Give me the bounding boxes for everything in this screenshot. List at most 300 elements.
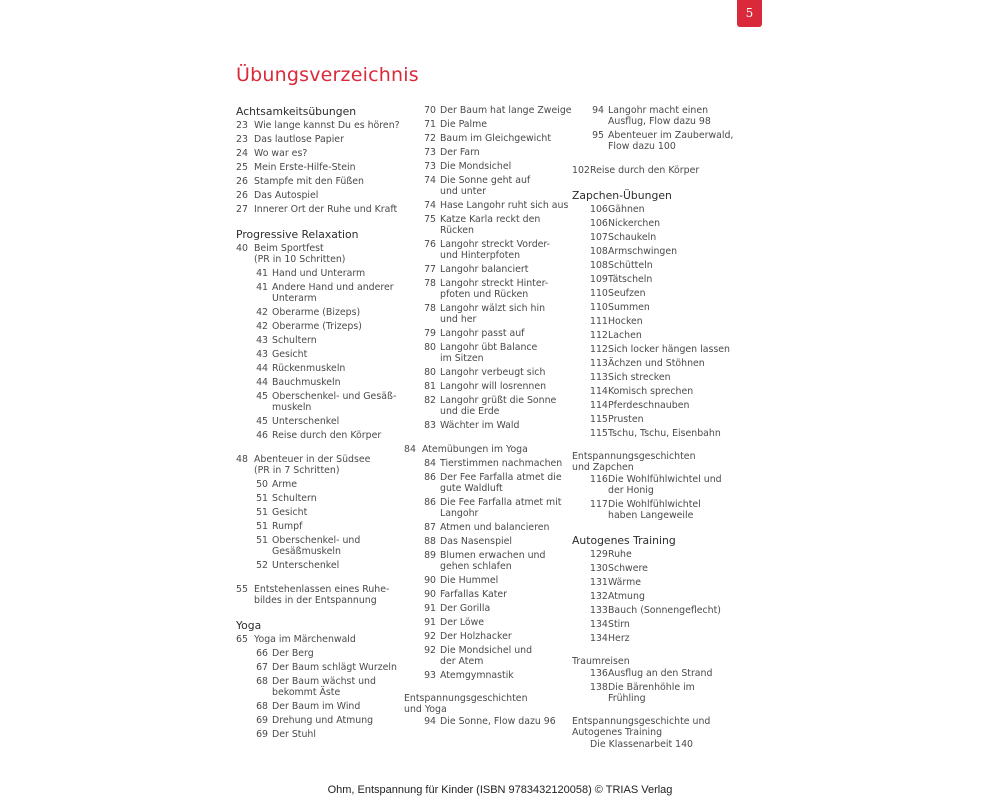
toc-page-number: 50 (256, 479, 268, 490)
toc-page-number: 82 (424, 395, 436, 406)
toc-entry-title: Ruhe (608, 549, 632, 560)
toc-entry (404, 132, 569, 146)
toc-page-number: 40 (236, 243, 248, 254)
toc-page-number: 107 (590, 232, 608, 243)
toc-entry-title: Die Bärenhöhle im Frühling (608, 682, 695, 704)
toc-entry-title: Wo war es? (254, 148, 308, 159)
toc-entry (404, 457, 569, 471)
toc-entry-title: Der Gorilla (440, 603, 491, 614)
toc-entry (572, 371, 742, 385)
section-subheading: Entspannungsgeschichte und Autogenes Training (572, 716, 711, 738)
toc-entry-title: Schaukeln (608, 232, 657, 243)
toc-entry (572, 329, 742, 343)
toc-entry-title: Der Stuhl (272, 729, 316, 740)
toc-entry (572, 231, 742, 245)
toc-entry (236, 429, 406, 443)
toc-entry-title: Atmung (608, 591, 645, 602)
toc-entry-title: Die Sonne geht auf und unter (440, 175, 531, 197)
toc-entry (404, 263, 569, 277)
toc-page-number: 113 (590, 372, 608, 383)
toc-entry-title: Die Fee Farfalla atmet mit Langohr (440, 497, 562, 519)
toc-entry (572, 164, 742, 178)
toc-entry-title: Oberarme (Trizeps) (272, 321, 362, 332)
toc-page-number: 78 (424, 278, 436, 289)
toc-entry (236, 633, 406, 647)
toc-entry (572, 245, 742, 259)
toc-entry-title: Baum im Gleichgewicht (440, 133, 552, 144)
toc-page-number: 108 (590, 246, 608, 257)
toc-entry-title: Nickerchen (608, 218, 661, 229)
toc-entry-title: Atemgymnastik (440, 670, 514, 681)
toc-page-number: 80 (424, 342, 436, 353)
toc-entry-title: Oberschenkel- und Gesäß- muskeln (272, 391, 397, 413)
toc-entry (572, 576, 742, 590)
page-number: 5 (737, 0, 762, 27)
toc-page-number: 110 (590, 288, 608, 299)
toc-entry-title: Langohr balanciert (440, 264, 529, 275)
toc-entry (404, 669, 569, 683)
toc-entry-title: Wärme (608, 577, 642, 588)
toc-entry (572, 632, 742, 646)
section-heading: Achtsamkeitsübungen (236, 105, 357, 118)
toc-entry-title: Der Baum wächst und bekommt Äste (272, 676, 376, 698)
toc-entry-title: Tierstimmen nachmachen (440, 458, 563, 469)
toc-entry-title: Die Palme (440, 119, 488, 130)
toc-page-number: 75 (424, 214, 436, 225)
toc-entry (404, 535, 569, 549)
toc-page-number: 91 (424, 617, 436, 628)
toc-page-number: 94 (592, 105, 604, 116)
toc-entry (572, 104, 742, 129)
toc-page-number: 24 (236, 148, 248, 159)
toc-page-number: 25 (236, 162, 248, 173)
toc-entry-title: Der Fee Farfalla atmet die gute Waldluft (440, 472, 562, 494)
toc-entry-title: Blumen erwachen und gehen schlafen (440, 550, 546, 572)
toc-entry-title: Beim Sportfest (PR in 10 Schritten) (254, 243, 346, 265)
toc-entry (236, 647, 406, 661)
toc-page-number: 41 (256, 268, 268, 279)
toc-entry-title: Andere Hand und anderer Unterarm (272, 282, 394, 304)
toc-entry-title: Der Baum hat lange Zweige (440, 105, 572, 116)
toc-page-number: 51 (256, 507, 268, 518)
toc-entry-title: Mein Erste-Hilfe-Stein (254, 162, 356, 173)
toc-entry (404, 644, 569, 669)
toc-entry-title: Hand und Unterarm (272, 268, 366, 279)
toc-page-number: 67 (256, 662, 268, 673)
toc-entry (572, 562, 742, 576)
toc-entry (404, 574, 569, 588)
toc-page-number: 91 (424, 603, 436, 614)
toc-page-number: 44 (256, 377, 268, 388)
toc-entry (404, 588, 569, 602)
toc-page-number: 84 (424, 458, 436, 469)
toc-entry-title: Yoga im Märchenwald (254, 634, 356, 645)
toc-entry (404, 341, 569, 366)
toc-entry-title: Hase Langohr ruht sich aus (440, 200, 569, 211)
toc-entry-title: Tschu, Tschu, Eisenbahn (608, 428, 721, 439)
toc-entry (236, 728, 406, 742)
toc-entry (236, 583, 406, 608)
toc-page-number: 93 (424, 670, 436, 681)
toc-page-number: 110 (590, 302, 608, 313)
toc-entry-title: Reise durch den Körper (272, 430, 382, 441)
toc-entry (236, 189, 406, 203)
toc-page-number: 113 (590, 358, 608, 369)
toc-entry-title: Bauch (Sonnengeflecht) (608, 605, 721, 616)
toc-entry-title: Hocken (608, 316, 643, 327)
toc-entry (404, 496, 569, 521)
footer-copyright: Ohm, Entspannung für Kinder (ISBN 9783432120058) © TRIAS Verlag (327, 784, 673, 796)
toc-page-number: 111 (590, 316, 608, 327)
toc-page-number: 27 (236, 204, 248, 215)
toc-entry-title: Drehung und Atmung (272, 715, 374, 726)
toc-entry (236, 334, 406, 348)
toc-page-number: 68 (256, 701, 268, 712)
toc-entry-title: Gähnen (608, 204, 645, 215)
toc-entry (236, 478, 406, 492)
toc-page-number: 43 (256, 335, 268, 346)
toc-page-number: 71 (424, 119, 436, 130)
toc-page-number: 130 (590, 563, 608, 574)
toc-entry-title: Langohr wälzt sich hin und her (440, 303, 546, 325)
toc-entry-title: Unterschenkel (272, 560, 340, 571)
toc-column-1 (236, 104, 406, 742)
toc-page-number: 92 (424, 631, 436, 642)
toc-entry (404, 118, 569, 132)
toc-page-number: 73 (424, 147, 436, 158)
toc-entry (404, 302, 569, 327)
toc-entry-title: Herz (608, 633, 630, 644)
toc-entry (404, 521, 569, 535)
toc-entry-title: Das lautlose Papier (254, 134, 344, 145)
toc-page-number: 88 (424, 536, 436, 547)
toc-page-number: 115 (590, 428, 608, 439)
toc-entry-title: Farfallas Kater (440, 589, 508, 600)
toc-entry-title: Innerer Ort der Ruhe und Kraft (254, 204, 398, 215)
section-subheading: Entspannungsgeschichten und Yoga (404, 693, 528, 715)
toc-page-number: 69 (256, 729, 268, 740)
toc-entry-title: Die Hummel (440, 575, 499, 586)
toc-entry (236, 306, 406, 320)
toc-entry (236, 559, 406, 573)
toc-entry (236, 534, 406, 559)
toc-page-number: 43 (256, 349, 268, 360)
toc-entry (404, 146, 569, 160)
toc-page-number: 95 (592, 130, 604, 141)
toc-page-number: 89 (424, 550, 436, 561)
toc-entry-title: Abenteuer in der Südsee (PR in 7 Schritten) (254, 454, 371, 476)
toc-entry-title: Langohr macht einen Ausflug, Flow dazu 98 (608, 105, 711, 127)
toc-entry-title: Die Wohlfühlwichtel haben Langeweile (608, 499, 701, 521)
toc-page-number: 51 (256, 521, 268, 532)
toc-page-number: 45 (256, 391, 268, 402)
toc-page-number: 74 (424, 175, 436, 186)
toc-entry-title: Der Baum im Wind (272, 701, 361, 712)
toc-entry (572, 203, 742, 217)
toc-page-number: 41 (256, 282, 268, 293)
toc-entry-title: Rumpf (272, 521, 303, 532)
toc-entry (572, 681, 742, 706)
section-subheading: Entspannungsgeschichten und Zapchen (572, 451, 696, 473)
toc-entry-title: Atmen und balancieren (440, 522, 550, 533)
toc-entry (572, 399, 742, 413)
toc-entry (572, 618, 742, 632)
toc-entry-title: Pferdeschnauben (608, 400, 690, 411)
toc-page-number: 44 (256, 363, 268, 374)
toc-entry-title: Langohr streckt Vorder- und Hinterpfoten (440, 239, 551, 261)
toc-entry (572, 385, 742, 399)
toc-page-number: 23 (236, 134, 248, 145)
toc-page-number: 73 (424, 161, 436, 172)
toc-page-number: 131 (590, 577, 608, 588)
toc-entry-title: Oberschenkel- und Gesäßmuskeln (272, 535, 361, 557)
toc-entry (404, 443, 569, 457)
toc-page-number: 136 (590, 668, 608, 679)
toc-page-number: 90 (424, 575, 436, 586)
section-heading: Zapchen-Übungen (572, 189, 672, 202)
toc-column-2 (404, 104, 572, 729)
toc-page-number: 23 (236, 120, 248, 131)
toc-entry (236, 506, 406, 520)
toc-entry (572, 287, 742, 301)
toc-entry (236, 147, 406, 161)
toc-entry-title: Stampfe mit den Füßen (254, 176, 364, 187)
toc-entry-title: Seufzen (608, 288, 646, 299)
toc-entry-title: Langohr passt auf (440, 328, 525, 339)
toc-entry-title: Katze Karla reckt den Rücken (440, 214, 541, 236)
toc-entry (236, 320, 406, 334)
toc-entry (236, 362, 406, 376)
toc-entry (404, 160, 569, 174)
toc-entry-title: Reise durch den Körper (590, 165, 700, 176)
toc-entry-title: Die Wohlfühlwichtel und der Honig (608, 474, 722, 496)
toc-entry (404, 471, 569, 496)
toc-entry (236, 203, 406, 217)
toc-entry (236, 415, 406, 429)
toc-page-number: 138 (590, 682, 608, 693)
toc-page-number: 134 (590, 633, 608, 644)
toc-page-number: 42 (256, 321, 268, 332)
toc-page-number: 83 (424, 420, 436, 431)
toc-page-number: 117 (590, 499, 608, 510)
toc-page-number: 86 (424, 472, 436, 483)
toc-entry (236, 520, 406, 534)
toc-page-number: 129 (590, 549, 608, 560)
toc-page-number: 80 (424, 367, 436, 378)
toc-page-number: 106 (590, 204, 608, 215)
toc-entry (404, 104, 572, 118)
toc-entry (572, 548, 742, 562)
toc-page-number: 108 (590, 260, 608, 271)
toc-page-number: 79 (424, 328, 436, 339)
toc-entry (572, 473, 742, 498)
toc-entry-title: Schultern (272, 335, 317, 346)
toc-entry (572, 259, 742, 273)
toc-entry (572, 315, 742, 329)
toc-page-number: 116 (590, 474, 608, 485)
toc-entry (572, 427, 742, 441)
toc-entry-title: Oberarme (Bizeps) (272, 307, 361, 318)
toc-entry (236, 133, 406, 147)
toc-entry-title: Die Sonne, Flow dazu 96 (440, 716, 556, 727)
toc-entry (236, 281, 406, 306)
toc-page-number: 109 (590, 274, 608, 285)
toc-entry-title: Sich strecken (608, 372, 671, 383)
toc-entry (404, 199, 569, 213)
toc-entry (572, 273, 742, 287)
toc-page-number: 74 (424, 200, 436, 211)
toc-page-number: 92 (424, 645, 436, 656)
toc-entry-title: Armschwingen (608, 246, 678, 257)
toc-page-number: 42 (256, 307, 268, 318)
toc-page-number: 51 (256, 535, 268, 546)
toc-entry-title: Wächter im Wald (440, 420, 520, 431)
toc-entry-title: Prusten (608, 414, 644, 425)
section-subheading: Traumreisen (572, 656, 630, 667)
toc-entry (404, 394, 569, 419)
section-heading: Progressive Relaxation (236, 228, 359, 241)
section-heading: Yoga (236, 619, 262, 632)
toc-entry (572, 343, 742, 357)
toc-page-number: 102 (572, 165, 590, 176)
toc-entry-title: Komisch sprechen (608, 386, 694, 397)
toc-entry-title: Wie lange kannst Du es hören? (254, 120, 400, 131)
toc-entry-title: Langohr grüßt die Sonne und die Erde (440, 395, 557, 417)
toc-entry (404, 277, 569, 302)
toc-entry (572, 667, 742, 681)
toc-page-number: 86 (424, 497, 436, 508)
toc-entry-title: Der Holzhacker (440, 631, 512, 642)
toc-entry (236, 242, 406, 267)
toc-entry-title: Der Löwe (440, 617, 485, 628)
toc-page-number: 48 (236, 454, 248, 465)
toc-page-number: 55 (236, 584, 248, 595)
toc-entry (404, 549, 569, 574)
toc-page-number: 51 (256, 493, 268, 504)
toc-page-number: 45 (256, 416, 268, 427)
toc-entry (572, 357, 742, 371)
toc-entry (236, 348, 406, 362)
toc-entry (236, 700, 406, 714)
toc-entry-title: Ausflug an den Strand (608, 668, 713, 679)
toc-entry (572, 301, 742, 315)
toc-entry (236, 453, 406, 478)
toc-page-number: 94 (424, 716, 436, 727)
toc-entry-title: Bauchmuskeln (272, 377, 341, 388)
toc-page-number: 114 (590, 400, 608, 411)
toc-entry-title: Entstehenlassen eines Ruhe- bildes in der Entspannung (254, 584, 390, 606)
toc-entry (236, 661, 406, 675)
toc-entry-title: Abenteuer im Zauberwald, Flow dazu 100 (608, 130, 734, 152)
toc-page-number: 66 (256, 648, 268, 659)
toc-page-number: 112 (590, 344, 608, 355)
page-title: Übungsverzeichnis (236, 64, 419, 86)
toc-page-number: 115 (590, 414, 608, 425)
toc-page-number: 114 (590, 386, 608, 397)
toc-page-number: 72 (424, 133, 436, 144)
toc-page-number: 134 (590, 619, 608, 630)
toc-entry-title: Unterschenkel (272, 416, 340, 427)
toc-entry (572, 590, 742, 604)
toc-entry (572, 498, 742, 523)
toc-entry-title: Der Farn (440, 147, 480, 158)
toc-page-number: 26 (236, 176, 248, 187)
toc-entry (404, 419, 569, 433)
toc-page-number: 68 (256, 676, 268, 687)
toc-entry (404, 715, 569, 729)
toc-page-number: 84 (404, 444, 416, 455)
toc-page-number: 26 (236, 190, 248, 201)
toc-entry-title: Sich locker hängen lassen (608, 344, 730, 355)
toc-entry (404, 213, 569, 238)
toc-entry: Die Klassenarbeit 140 (590, 739, 694, 750)
toc-entry-title: Rückenmuskeln (272, 363, 346, 374)
toc-page-number: 87 (424, 522, 436, 533)
toc-page-number: 81 (424, 381, 436, 392)
toc-entry (404, 327, 569, 341)
toc-entry-title: Stirn (608, 619, 630, 630)
toc-entry (236, 376, 406, 390)
toc-page-number: 133 (590, 605, 608, 616)
toc-entry-title: Langohr will losrennen (440, 381, 547, 392)
toc-entry (404, 366, 569, 380)
toc-entry-title: Tätscheln (608, 274, 653, 285)
toc-entry (572, 604, 742, 618)
toc-entry (236, 390, 406, 415)
toc-entry (572, 129, 742, 154)
toc-page-number: 69 (256, 715, 268, 726)
toc-entry-title: Die Mondsichel (440, 161, 512, 172)
toc-entry (404, 630, 569, 644)
toc-entry-title: Arme (272, 479, 298, 490)
toc-entry-title: Langohr streckt Hinter- pfoten und Rücken (440, 278, 549, 300)
toc-entry-title: Lachen (608, 330, 642, 341)
toc-entry (404, 380, 569, 394)
toc-page-number: 76 (424, 239, 436, 250)
toc-entry-title: Summen (608, 302, 650, 313)
toc-page-number: 65 (236, 634, 248, 645)
toc-entry (404, 602, 569, 616)
toc-entry-title: Schwere (608, 563, 648, 574)
toc-entry-title: Der Baum schlägt Wurzeln (272, 662, 397, 673)
toc-entry-title: Die Mondsichel und der Atem (440, 645, 533, 667)
toc-entry (236, 675, 406, 700)
toc-page-number: 112 (590, 330, 608, 341)
toc-entry (236, 714, 406, 728)
toc-entry (404, 238, 569, 263)
toc-entry-title: Gesicht (272, 507, 308, 518)
toc-entry (236, 267, 406, 281)
toc-entry (572, 413, 742, 427)
toc-page-number: 52 (256, 560, 268, 571)
toc-entry-title: Atemübungen im Yoga (422, 444, 528, 455)
toc-entry (572, 217, 742, 231)
toc-page-number: 90 (424, 589, 436, 600)
toc-entry (236, 161, 406, 175)
toc-page-number: 46 (256, 430, 268, 441)
toc-entry-title: Schultern (272, 493, 317, 504)
toc-page-number: 70 (424, 105, 436, 116)
toc-entry-title: Schütteln (608, 260, 653, 271)
toc-entry-title: Ächzen und Stöhnen (608, 358, 705, 369)
toc-page-number: 132 (590, 591, 608, 602)
toc-entry (404, 616, 569, 630)
toc-entry-title: Das Nasenspiel (440, 536, 512, 547)
toc-page-number: 77 (424, 264, 436, 275)
toc-entry-title: Gesicht (272, 349, 308, 360)
toc-entry (236, 119, 406, 133)
toc-page-number: 78 (424, 303, 436, 314)
